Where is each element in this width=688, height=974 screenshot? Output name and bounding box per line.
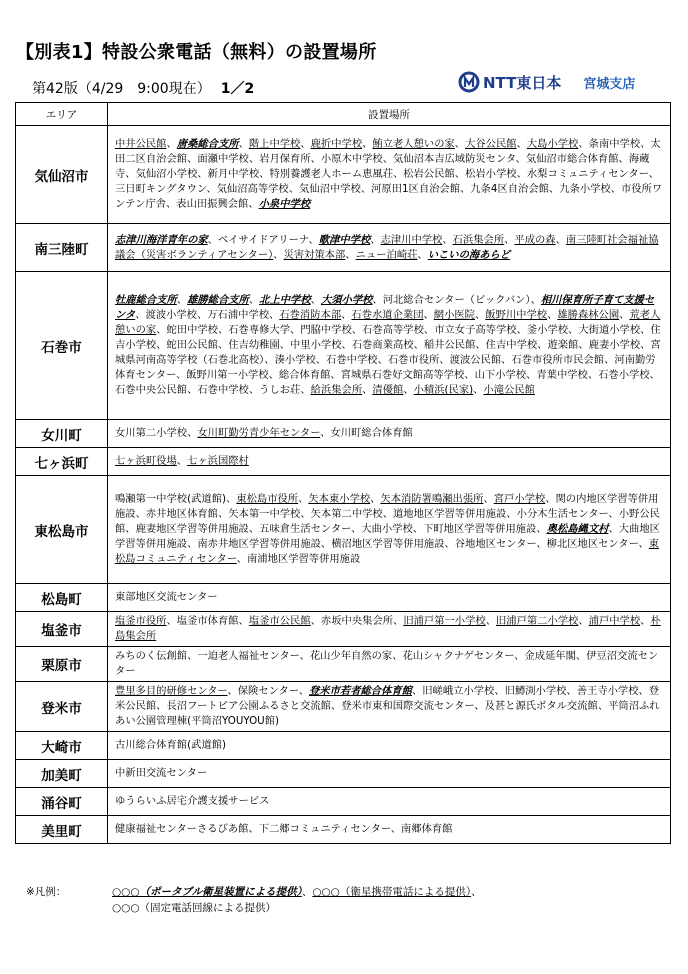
location-name: 唐桑総合支所: [176, 138, 239, 150]
location-name: 清優館: [372, 384, 404, 396]
ntt-logo-icon: [458, 71, 480, 93]
logo-text: NTT東日本: [483, 73, 562, 92]
places-cell: [108, 584, 671, 612]
location-text: みちのく伝創館、一迫老人福祉センター、花山少年自然の家、花山シャクナゲセンター、金成延年閣、伊豆沼交流センター: [115, 650, 659, 677]
location-text: 、: [238, 138, 249, 150]
location-text: 、河北総合センター（ビックバン）、: [372, 294, 541, 306]
location-name: 矢本東小学校: [308, 493, 371, 505]
ntt-logo: [458, 70, 635, 94]
location-name: 平成の森: [514, 233, 556, 246]
legend: [26, 884, 482, 916]
places-cell: [108, 682, 671, 732]
location-text: 、: [473, 384, 484, 396]
version-info: [32, 78, 254, 98]
location-text: ゆうらいふ居宅介護支援サービス: [115, 795, 270, 807]
version-label: 第42版（4/29 9:00現在）: [32, 81, 211, 97]
location-text: 、大曲地区学習等併用施設、南赤井地区学習等併用施設、横沼地区学習等併用施設、谷地地区センター、柳北区地区センター、: [115, 523, 660, 550]
location-name: 北上中学校: [259, 294, 311, 306]
location-text: 東部地区交流センター: [115, 591, 218, 603]
location-name: 矢本消防署鳴瀬出張所: [380, 493, 484, 505]
area-name: 気仙沼市: [16, 126, 108, 224]
location-text: 、: [516, 138, 527, 150]
location-text: 、: [176, 294, 188, 306]
location-name: 志津川中学校: [380, 233, 443, 246]
location-name: 奥松島縄文村: [546, 523, 609, 535]
location-name: 階上中学校: [248, 138, 301, 150]
places-cell: [108, 224, 671, 272]
location-text: 、: [474, 309, 486, 321]
table-row: [16, 760, 671, 788]
location-text: 、旧嵯峨立小学校、旧鱒渕小学校、善王寺小学校、登米公民館、長沼フートピア公園ふるさと交流館、登米市東和国際交流センター、及甚と源氏ボタル交流館、平筒沼ふれあい公園管理棟(平筒沼YOUYOU館): [115, 685, 660, 727]
location-text: 、: [483, 493, 494, 505]
location-name: 雄勝森林公園: [557, 309, 620, 321]
location-text: 中新田交流センター: [115, 767, 208, 779]
area-name: 東松島市: [16, 476, 108, 584]
places-cell: [108, 760, 671, 788]
location-text: 、南浦地区学習等併用施設: [236, 553, 361, 565]
area-name: 松島町: [16, 584, 108, 612]
location-name: 七ヶ浜町役場: [115, 455, 177, 467]
location-text: 、赤坂中央集会所、: [310, 615, 404, 627]
location-text: 、: [370, 233, 381, 246]
location-name: 牡鹿総合支所: [115, 294, 177, 306]
location-text: 、塩釜市体育館、: [166, 615, 249, 627]
location-name: 東松島市役所: [236, 493, 299, 505]
location-name: 女川町勤労青少年センター: [197, 427, 321, 439]
location-name: 登米市若者総合体育館: [309, 685, 412, 697]
places-cell: [108, 126, 671, 224]
location-name: 小滝公民館: [483, 384, 535, 396]
location-text: 健康福祉センターさるびあ館、下二郷コミュニティセンター、南郷体育館: [115, 823, 453, 835]
location-name: 歌津中学校: [318, 233, 371, 246]
location-text: 、: [423, 309, 434, 321]
table-row: [16, 224, 671, 272]
location-text: 、: [248, 294, 260, 306]
page-number: 1／2: [220, 81, 255, 97]
header-area: エリア: [16, 103, 108, 126]
location-name: 石浜集会所: [452, 233, 505, 246]
location-text: 、: [345, 248, 356, 261]
location-text: 、: [417, 248, 428, 261]
location-text: 、: [362, 138, 373, 150]
places-cell: [108, 788, 671, 816]
location-text: 、: [485, 615, 496, 627]
location-text: 、: [166, 138, 177, 150]
location-text: 、: [454, 138, 466, 150]
places-cell: [108, 612, 671, 647]
legend-fixed: ○○○（固定電話回線による提供）: [112, 902, 276, 914]
location-name: 網小医院: [433, 309, 475, 321]
location-name: 宮戸小学校: [493, 493, 546, 505]
table-row: [16, 448, 671, 476]
location-text: 、: [555, 233, 566, 246]
area-name: 石巻市: [16, 272, 108, 420]
location-text: 、: [176, 455, 188, 467]
places-cell: [108, 732, 671, 760]
location-name: 旧浦戸第一小学校: [403, 615, 486, 627]
table-row: [16, 647, 671, 682]
area-name: 南三陸町: [16, 224, 108, 272]
location-text: 、関の内地区学習等併用施設、赤井地区体育館、矢本第一中学校、矢本第二中学校、道地地区学習等併用施設、小分木生活センター、小野公民館、鹿妻地区学習等併用施設、五味倉生活センター、大曲小学校、下町地区学習等併用施設、: [115, 493, 660, 535]
area-name: 栗原市: [16, 647, 108, 682]
area-name: 大崎市: [16, 732, 108, 760]
places-cell: [108, 420, 671, 448]
area-name: 七ヶ浜町: [16, 448, 108, 476]
location-text: 、蛇田中学校、石巻専修大学、門脇中学校、石巻高等学校、市立女子高等学校、釜小学校、大街道小学校、住吉小学校、蛇田公民館、住吉幼稚園、中里小学校、石巻商業高校、稲井公民館、住吉中学校、遊楽館、鹿妻小学校、宮城県河南高等学校（石巻北高校）、湊小学校、石巻中学校、石巻市役所、渡波公民館、石巻市役所市民会館、河南勤労体育センター、飯野川第一小学校、総合体育館、宮城県石巻好文館高等学校、山下小学校、青葉中学校、石巻小学校、石巻中央公民館、石巻中学校、うしお荘、: [115, 324, 661, 396]
legend-label: ※凡例：: [26, 886, 67, 898]
area-name: 美里町: [16, 816, 108, 844]
location-name: ニュー泊崎荘: [355, 248, 418, 261]
location-name: いこいの海あらど: [427, 248, 511, 261]
places-cell: [108, 647, 671, 682]
table-row: [16, 476, 671, 584]
table-row: [16, 584, 671, 612]
area-name: 涌谷町: [16, 788, 108, 816]
location-table: [15, 102, 671, 844]
header-places: 設置場所: [108, 103, 671, 126]
location-name: 鮪立老人憩いの家: [372, 138, 455, 150]
location-text: 、女川町総合体育館: [320, 427, 413, 439]
page-title: 【別表1】特設公衆電話（無料）の設置場所: [16, 42, 377, 63]
location-name: 朴島集会所: [115, 615, 661, 642]
location-name: 七ヶ浜国際村: [187, 455, 249, 467]
location-text: 女川第二小学校、: [115, 427, 198, 439]
location-text: 、ベイサイドアリーナ、: [207, 233, 319, 246]
area-name: 塩釜市: [16, 612, 108, 647]
location-text: 、: [273, 248, 284, 261]
branch-name: 宮城支店: [583, 76, 636, 92]
location-name: 浦戸中学校: [588, 615, 641, 627]
location-text: 、保険センター、: [227, 685, 310, 697]
location-text: 、: [370, 493, 381, 505]
location-text: 、条南中学校、太田二区自治会館、面瀬中学校、岩月保育所、小原木中学校、気仙沼本吉広域防災センタ、気仙沼市総合体育館、海蔵寺、気仙沼小学校、新月中学校、特別養護老人ホーム恵風荘、松岩公民館、松岩小学校、水梨コミュニティセンター、三日町キングタウン、気仙沼高等学校、気仙沼中学校、河原田1区自治会館、九条4区自治会館、九条小学校、市役所ワンテン庁舎、表山田振興会館、: [115, 138, 663, 210]
legend-satellite: ○○○（衛星携帯電話による提供）: [312, 886, 472, 898]
location-text: 古川総合体育館(武道館): [115, 739, 227, 751]
location-name: 大島小学校: [526, 138, 579, 150]
location-text: 鳴瀬第一中学校(武道館)、: [115, 493, 237, 505]
table-row: [16, 732, 671, 760]
location-name: 南三陸町社会福祉協議会（災害ボランティアセンター）: [115, 233, 659, 261]
location-text: 、: [504, 233, 515, 246]
location-text: 、: [640, 615, 651, 627]
location-name: 塩釜市公民館: [248, 615, 311, 627]
table-row: [16, 788, 671, 816]
table-row: [16, 816, 671, 844]
legend-separator: 、: [301, 886, 313, 898]
location-name: 災害対策本部: [283, 248, 346, 261]
location-name: 荒老人憩いの家: [115, 309, 661, 336]
table-row: [16, 272, 671, 420]
location-text: 、: [300, 138, 311, 150]
area-name: 加美町: [16, 760, 108, 788]
legend-separator: 、: [471, 886, 482, 898]
location-name: 鹿折中学校: [310, 138, 363, 150]
location-name: 石巻水道企業団: [351, 309, 424, 321]
places-cell: [108, 816, 671, 844]
legend-portable: ○○○（ポータブル衛星装置による提供）: [112, 886, 302, 898]
places-cell: [108, 448, 671, 476]
area-name: 登米市: [16, 682, 108, 732]
location-name: 東松島コミュニティセンター: [115, 538, 660, 565]
table-row: [16, 682, 671, 732]
location-text: 、: [298, 493, 309, 505]
location-name: 雄勝総合支所: [187, 294, 249, 306]
location-name: 大谷公民館: [465, 138, 517, 150]
location-name: 塩釜市役所: [115, 615, 167, 627]
location-name: 給浜集会所: [310, 384, 363, 396]
location-text: 、: [442, 233, 453, 246]
location-text: 、: [310, 294, 321, 306]
table-body: [16, 126, 671, 844]
location-text: 、: [547, 309, 558, 321]
location-text: 、: [403, 384, 414, 396]
location-text: 、: [341, 309, 352, 321]
location-name: 相川保育所子育て支援センタ: [115, 294, 655, 321]
table-row: [16, 612, 671, 647]
table-header-row: [16, 103, 671, 126]
location-text: 、: [362, 384, 373, 396]
location-text: 、: [619, 309, 630, 321]
location-name: 大須小学校: [320, 294, 373, 306]
location-name: 飯野川中学校: [485, 309, 548, 321]
places-cell: [108, 272, 671, 420]
places-cell: [108, 476, 671, 584]
location-text: 、渡波小学校、万石浦中学校、: [135, 309, 280, 321]
location-text: 、: [578, 615, 589, 627]
table-row: [16, 420, 671, 448]
location-name: 石巻消防本部: [279, 309, 342, 321]
location-name: 旧浦戸第二小学校: [495, 615, 579, 627]
table-row: [16, 126, 671, 224]
location-name: 豊里多目的研修センター: [115, 685, 228, 697]
location-name: 志津川海洋青年の家: [115, 233, 208, 246]
location-name: 小積浜(民家): [413, 384, 474, 396]
area-name: 女川町: [16, 420, 108, 448]
location-name: 中井公民館: [115, 138, 167, 150]
location-name: 小泉中学校: [258, 198, 311, 210]
